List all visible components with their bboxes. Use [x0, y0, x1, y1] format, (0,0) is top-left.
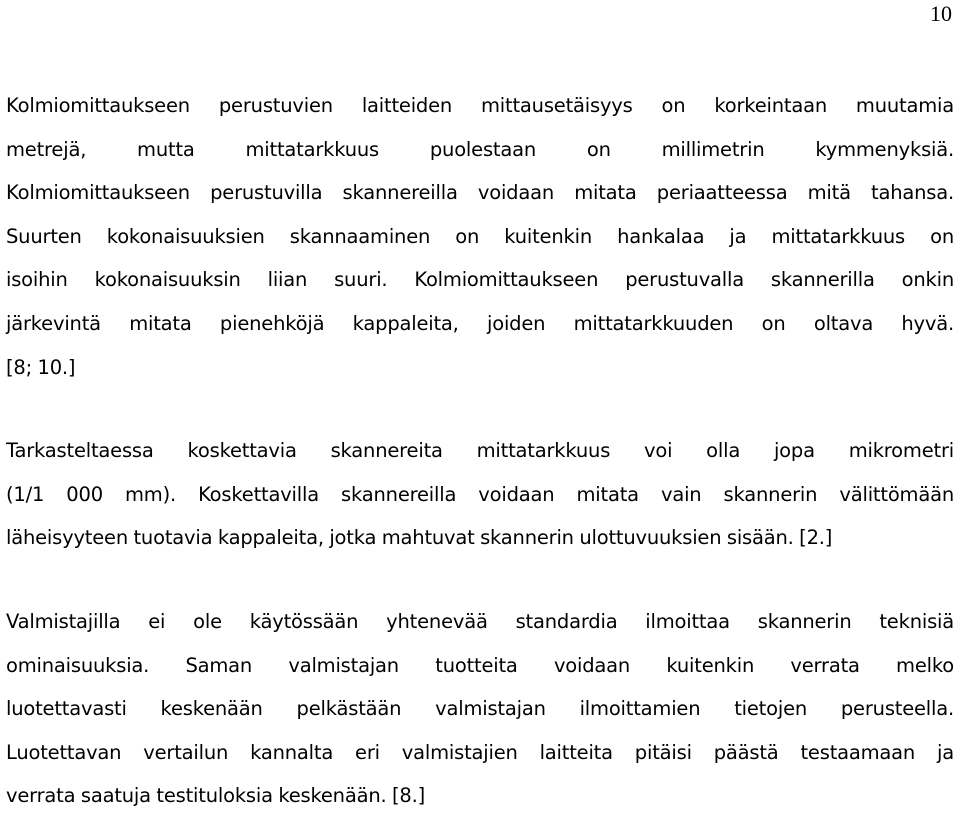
text-line: Kolmiomittaukseen perustuvilla skannereilla voidaan mitata periaatteessa mitä tahansa. — [6, 181, 954, 205]
text-line: Luotettavan vertailun kannalta eri valmistajien laitteita pitäisi päästä testaamaan ja — [6, 740, 954, 764]
document-body — [6, 84, 954, 818]
paragraph-2 — [6, 429, 954, 560]
text-line: luotettavasti keskenään pelkästään valmistajan ilmoittamien tietojen perusteella. — [6, 697, 954, 721]
text-line: isoihin kokonaisuuksin liian suuri. Kolmiomittaukseen perustuvalla skannerilla onkin — [6, 268, 954, 292]
text-line: metrejä, mutta mittatarkkuus puolestaan on millimetrin kymmenyksiä. — [6, 137, 954, 161]
text-line: Tarkasteltaessa koskettavia skannereita mittatarkkuus voi olla jopa mikrometri — [6, 439, 954, 463]
text-line: ominaisuuksia. Saman valmistajan tuotteita voidaan kuitenkin verrata melko — [6, 653, 954, 677]
text-line: läheisyyteen tuotavia kappaleita, jotka mahtuvat skannerin ulottuvuuksien sisään. [2.] — [6, 526, 833, 550]
text-line: Suurten kokonaisuuksien skannaaminen on kuitenkin hankalaa ja mittatarkkuus on — [6, 224, 954, 248]
paragraph-3 — [6, 600, 954, 818]
text-line: Kolmiomittaukseen perustuvien laitteiden mittausetäisyys on korkeintaan muutamia — [6, 94, 954, 117]
page-number: 10 — [930, 1, 952, 26]
paragraph-1 — [6, 84, 954, 389]
text-line: (1/1 000 mm). Koskettavilla skannereilla voidaan mitata vain skannerin välittömään — [6, 482, 954, 506]
text-line: verrata saatuja testituloksia keskenään. [8.] — [6, 784, 426, 808]
text-line: Valmistajilla ei ole käytössään yhtenevää standardia ilmoittaa skannerin teknisiä — [6, 609, 954, 633]
text-line: [8; 10.] — [6, 355, 76, 379]
text-line: järkevintä mitata pienehköjä kappaleita, joiden mittatarkkuuden on oltava hyvä. — [6, 311, 954, 335]
